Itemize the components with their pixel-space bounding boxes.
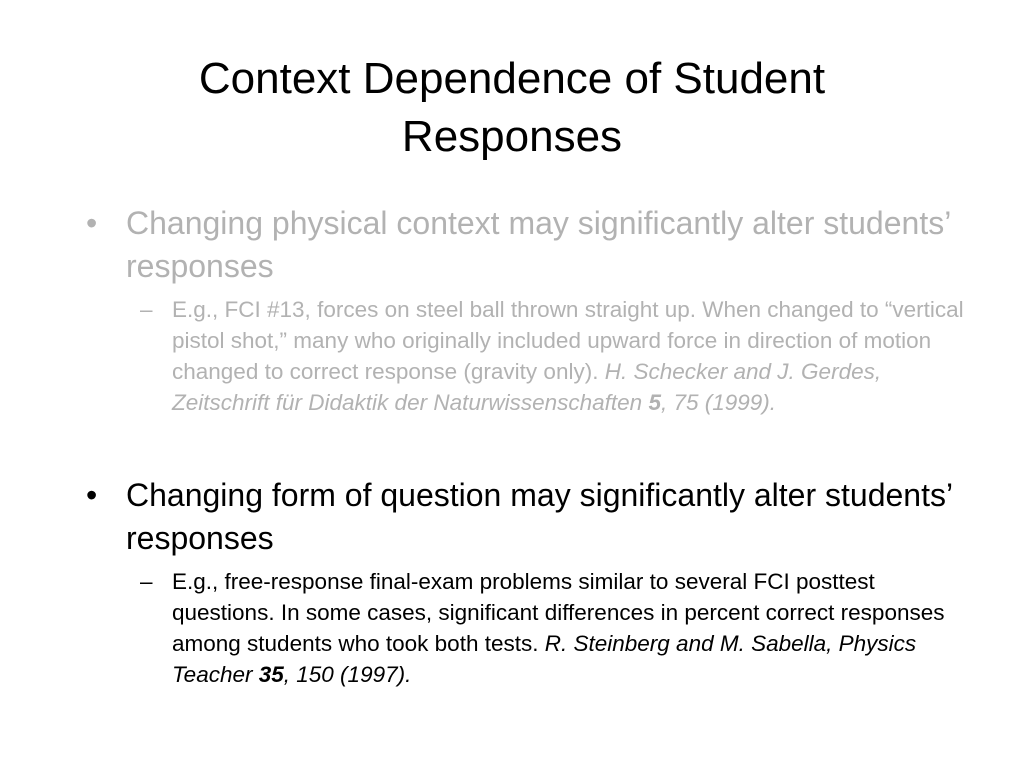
citation-2-volume: 35 xyxy=(258,662,284,687)
bullet-marker: • xyxy=(86,477,98,513)
dash-marker: – xyxy=(140,569,153,594)
dash-marker: – xyxy=(140,297,153,322)
citation-2-source: R. Steinberg and M. Sabella, Physics Teacher xyxy=(172,631,917,687)
slide-title xyxy=(60,50,964,166)
sub-bullet-1 xyxy=(86,294,966,418)
citation-1-source: H. Schecker and J. Gerdes, Zeitschrift für Didaktik der Naturwissenschaften xyxy=(172,359,882,415)
bullet-2 xyxy=(86,474,966,560)
bullet-block-2 xyxy=(86,474,966,690)
citation-1-volume: 5 xyxy=(648,390,661,415)
bullet-1 xyxy=(86,202,966,288)
bullet-1-text: Changing physical context may significantly alter students’ responses xyxy=(126,205,951,284)
sub-bullet-2 xyxy=(86,566,966,690)
sub-bullet-1-text: E.g., FCI #13, forces on steel ball thrown straight up. When changed to “vertical pistol shot,” many who originally included upward force in direction of motion changed to correct response (gravity only). xyxy=(172,297,964,384)
citation-1-tail: , 75 (1999). xyxy=(660,390,777,415)
bullet-marker: • xyxy=(86,205,98,241)
title-line-1: Context Dependence of Student xyxy=(198,54,826,103)
citation-2-tail: , 150 (1997). xyxy=(283,662,412,687)
bullet-block-1 xyxy=(86,202,966,418)
title-line-2: Responses xyxy=(401,112,623,161)
sub-bullet-2-text: E.g., free-response final-exam problems similar to several FCI posttest questions. In some cases, significant differences in percent correct responses among students who took both tests. xyxy=(172,569,945,656)
bullet-2-text: Changing form of question may significantly alter students’ responses xyxy=(126,477,952,556)
